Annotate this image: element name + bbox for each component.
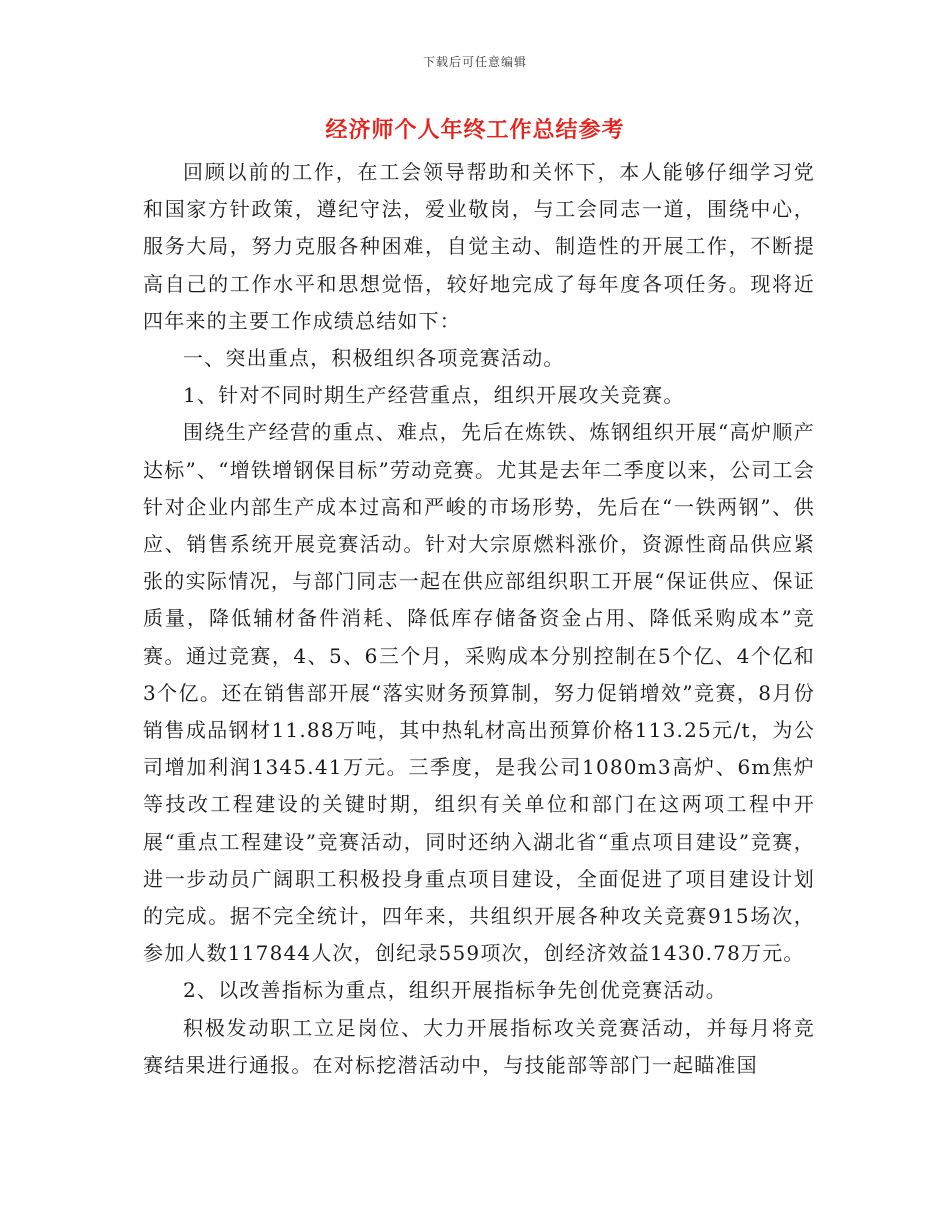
- section-heading-1: 一、突出重点，积极组织各项竞赛活动。: [183, 346, 565, 371]
- document-body: [143, 154, 815, 1084]
- paragraph-indicators: 积极发动职工立足岗位、大力开展指标攻关竞赛活动，并每月将竞赛结果进行通报。在对标挖潜活动中，与技能部等部门一起瞄准国: [143, 1015, 815, 1077]
- document-title: 经济师个人年终工作总结参考: [325, 117, 625, 143]
- paragraph-intro: 回顾以前的工作，在工会领导帮助和关怀下，本人能够仔细学习党和国家方针政策，遵纪守法，爱业敬岗，与工会同志一道，围绕中心，服务大局，努力克服各种困难，自觉主动、制造性的开展工作，不断提高自己的工作水平和思想觉悟，较好地完成了每年度各项任务。现将近四年来的主要工作成绩总结如下：: [143, 160, 815, 333]
- subsection-heading-1: 1、针对不同时期生产经营重点，组织开展攻关竞赛。: [183, 383, 685, 408]
- subsection-heading-2: 2、以改善指标为重点，组织开展指标争先创优竞赛活动。: [183, 978, 727, 1003]
- paragraph-competitions: 围绕生产经营的重点、难点，先后在炼铁、炼钢组织开展“高炉顺产达标”、“增铁增钢保目标”劳动竞赛。尤其是去年二季度以来，公司工会针对企业内部生产成本过高和严峻的市场形势，先后在“一铁两钢”、供应、销售系统开展竞赛活动。针对大宗原燃料涨价，资源性商品供应紧张的实际情况，与部门同志一起在供应部组织职工开展“保证供应、保证质量，降低辅材备件消耗、降低库存储备资金占用、降低采购成本”竞赛。通过竞赛，4、5、6三个月，采购成本分别控制在5个亿、4个亿和3个亿。还在销售部开展“落实财务预算制，努力促销增效”竞赛，8月份销售成品钢材11.88万吨，其中热轧材高出预算价格113.25元/t，为公司增加利润1345.41万元。三季度，是我公司1080m3高炉、6m焦炉等技改工程建设的关键时期，组织有关单位和部门在这两项工程中开展“重点工程建设”竞赛活动，同时还纳入湖北省“重点项目建设”竞赛，进一步动员广阔职工积极投身重点项目建设，全面促进了项目建设计划的完成。据不完全统计，四年来，共组织开展各种攻关竞赛915场次，参加人数117844人次，创纪录559项次，创经济效益1430.78万元。: [143, 420, 815, 966]
- header-note: 下载后可任意编辑: [422, 55, 527, 69]
